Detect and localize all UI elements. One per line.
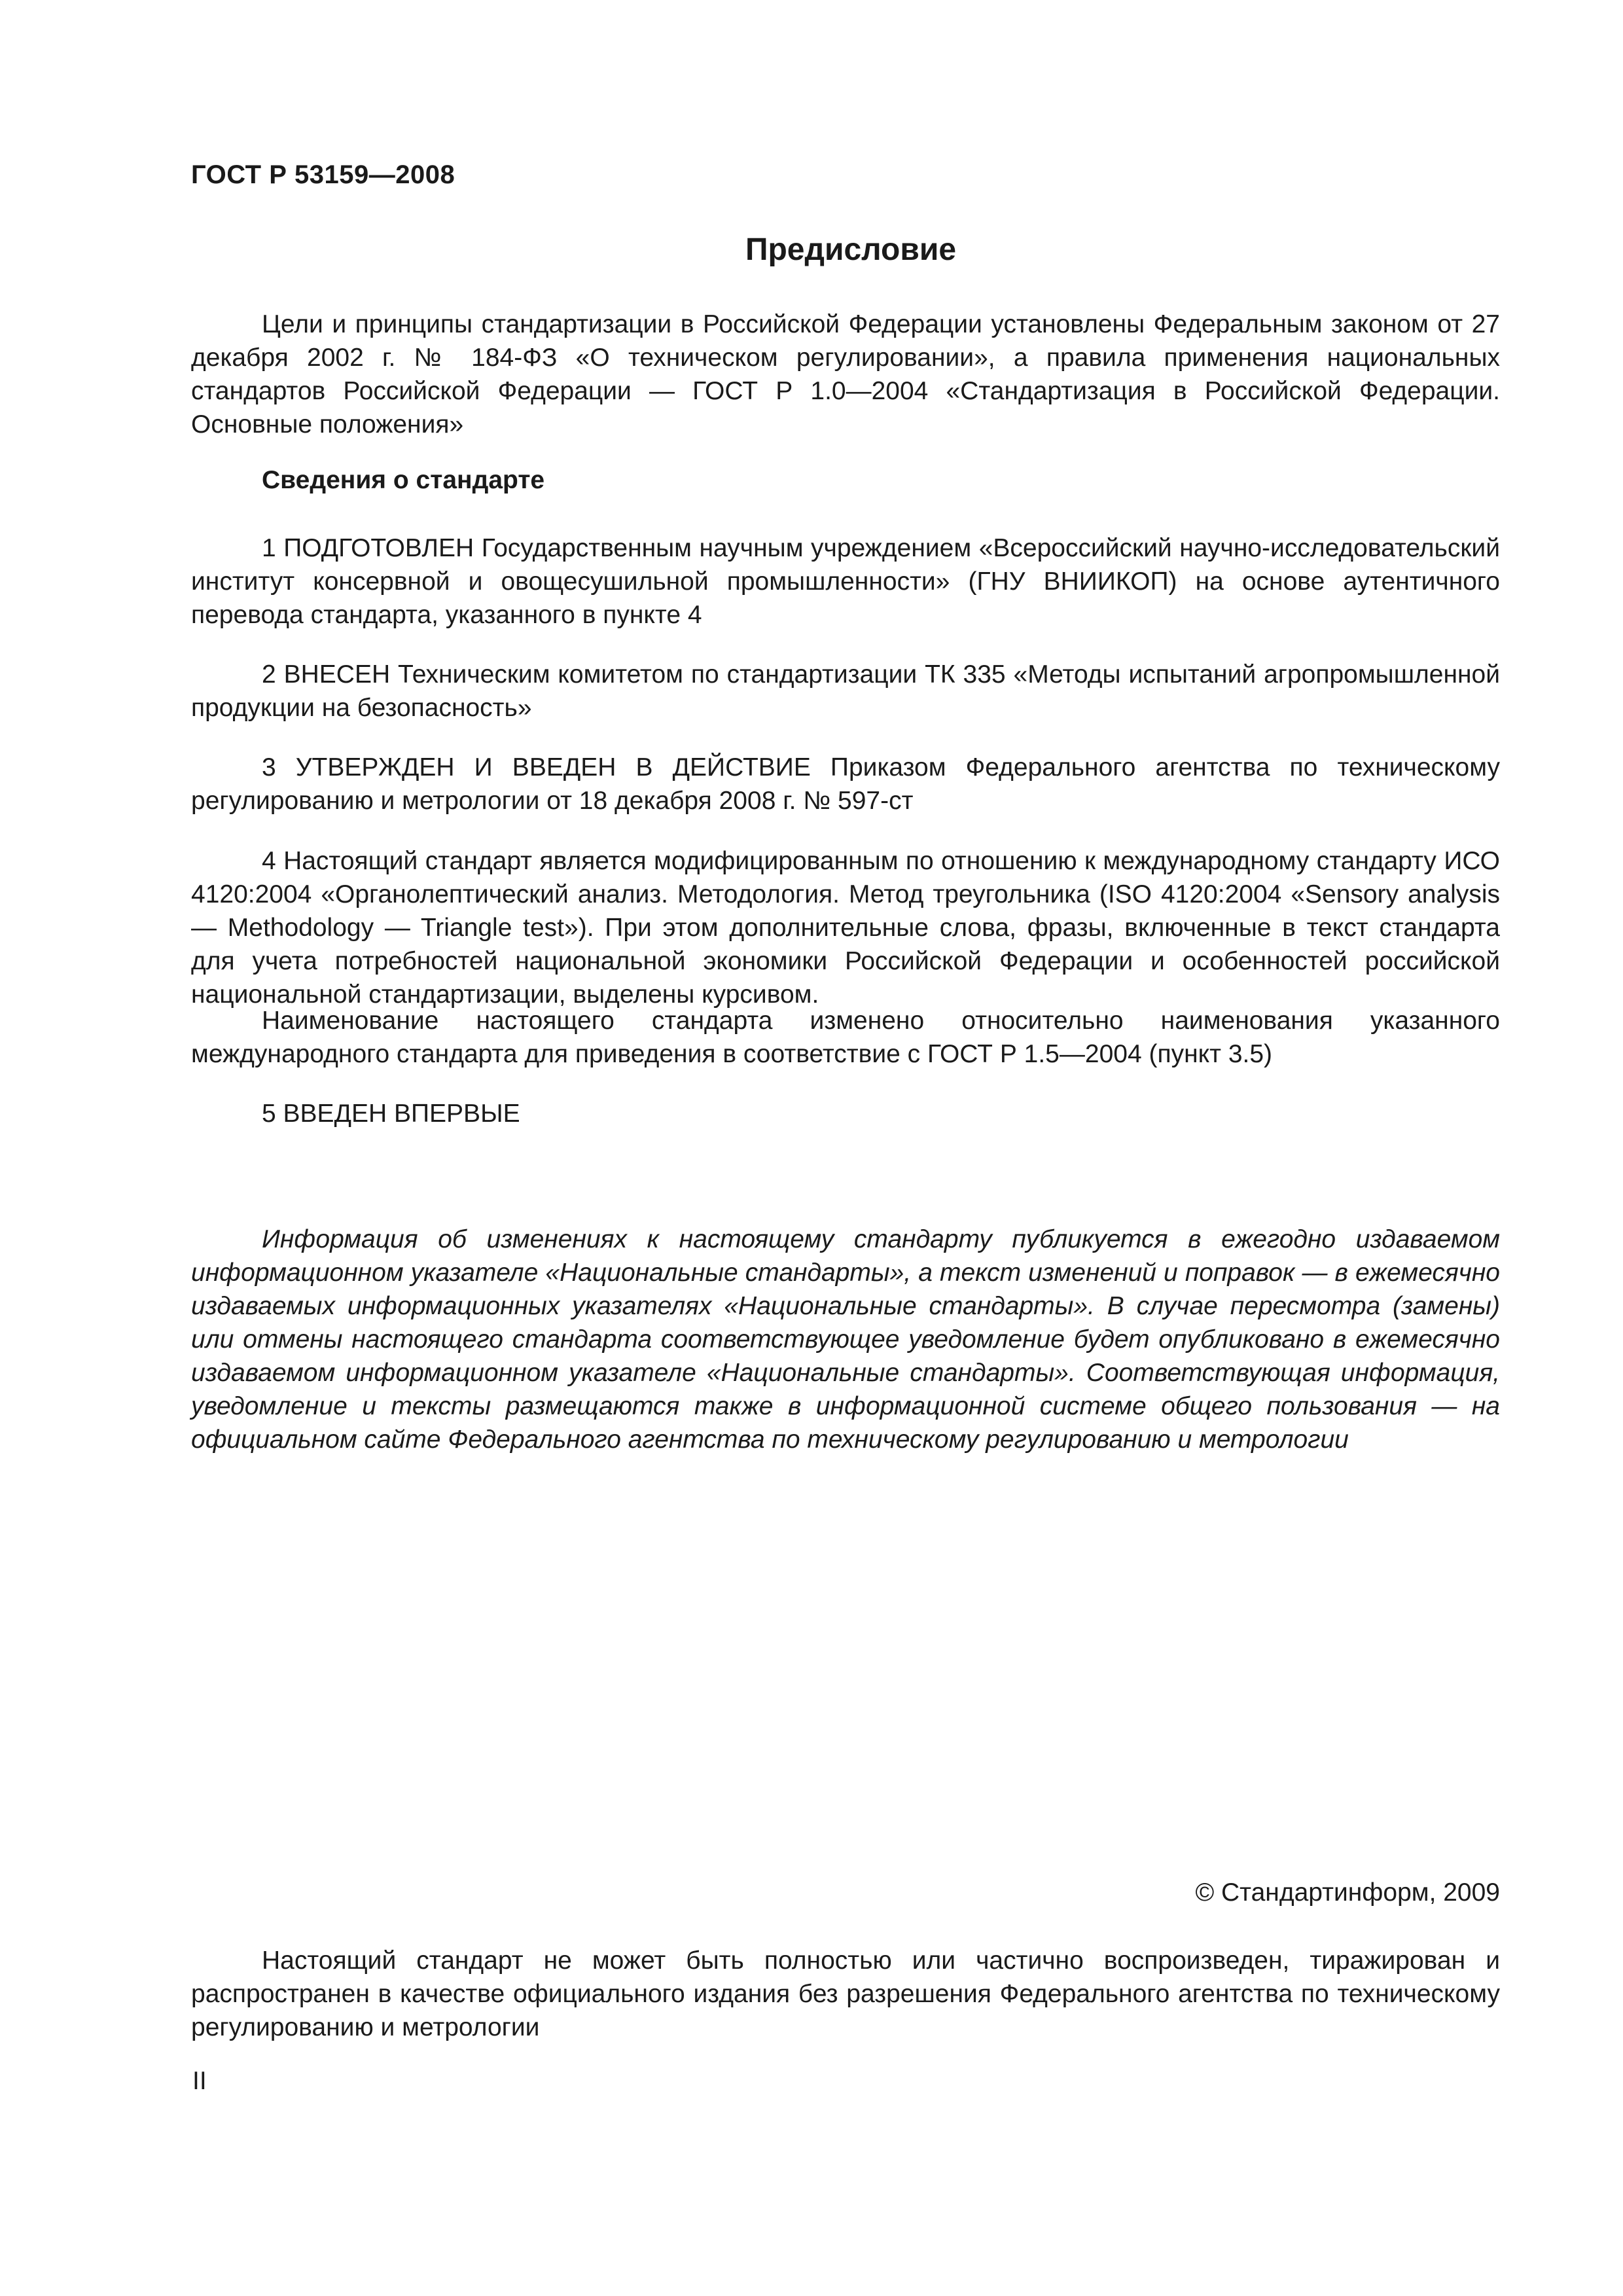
copyright-line: © Стандартинформ, 2009 [1195,1878,1500,1907]
section-heading: Сведения о стандарте [262,466,545,494]
item-4-note-paragraph: Наименование настоящего стандарта изменено относительно наименования указанного международного стандарта для приведения в соответствие с ГОСТ Р 1.5—2004 (пункт 3.5) [191,1007,1500,1068]
info-notice-paragraph: Информация об изменениях к настоящему стандарту публикуется в ежегодно издаваемом информационном указателе «Национальные стандарты», а текст изменений и поправок — в ежемесячно издаваемых информационных указателях «Национальные стандарты». В случае пересмотра (замены) или отмены настоящего стандарта соответствующее уведомление будет опубликовано в ежемесячно издаваемом информационном указателе «Национальные стандарты». Соответствующая информация, уведомление и тексты размещаются также в информационной системе общего пользования — на официальном сайте Федерального агентства по техническому регулированию и метрологии [191,1225,1500,1454]
item-1-paragraph: 1 ПОДГОТОВЛЕН Государственным научным учреждением «Всероссийский научно-исследовательский институт консервной и овощесушильной промышленности» (ГНУ ВНИИКОП) на основе аутентичного перевода стандарта, указанного в пункте 4 [191,534,1500,629]
item-3-paragraph: 3 УТВЕРЖДЕН И ВВЕДЕН В ДЕЙСТВИЕ Приказом Федерального агентства по техническому регулированию и метрологии от 18 декабря 2008 г. № 597-ст [191,753,1500,815]
item-2-paragraph: 2 ВНЕСЕН Техническим комитетом по стандартизации ТК 335 «Методы испытаний агропромышленной продукции на безопасность» [191,660,1500,722]
page-title: Предисловие [745,232,957,267]
item-4-paragraph: 4 Настоящий стандарт является модифицированным по отношению к международному стандарту ИСО 4120:2004 «Органолептический анализ. Методология. Метод треугольника (ISO 4120:2004 «Sensory analysis — Methodology — Triangle test»). При этом дополнительные слова, фразы, включенные в текст стандарта для учета потребностей национальной экономики Российской Федерации и особенностей российской национальной стандартизации, выделены курсивом. [191,847,1500,1009]
item-5-paragraph: 5 ВВЕДЕН ВПЕРВЫЕ [262,1100,520,1128]
intro-paragraph: Цели и принципы стандартизации в Российской Федерации установлены Федеральным законом от 27 декабря 2002 г. № 184-ФЗ «О техническом регулировании», а правила применения национальных стандартов Российской Федерации — ГОСТ Р 1.0—2004 «Стандартизация в Российской Федерации. Основные положения» [191,310,1500,439]
page-number: II [192,2067,207,2095]
standard-code: ГОСТ Р 53159—2008 [191,160,455,189]
reproduction-notice-paragraph: Настоящий стандарт не может быть полностью или частично воспроизведен, тиражирован и распространен в качестве официального издания без разрешения Федерального агентства по техническому регулированию и метрологии [191,1946,1500,2041]
